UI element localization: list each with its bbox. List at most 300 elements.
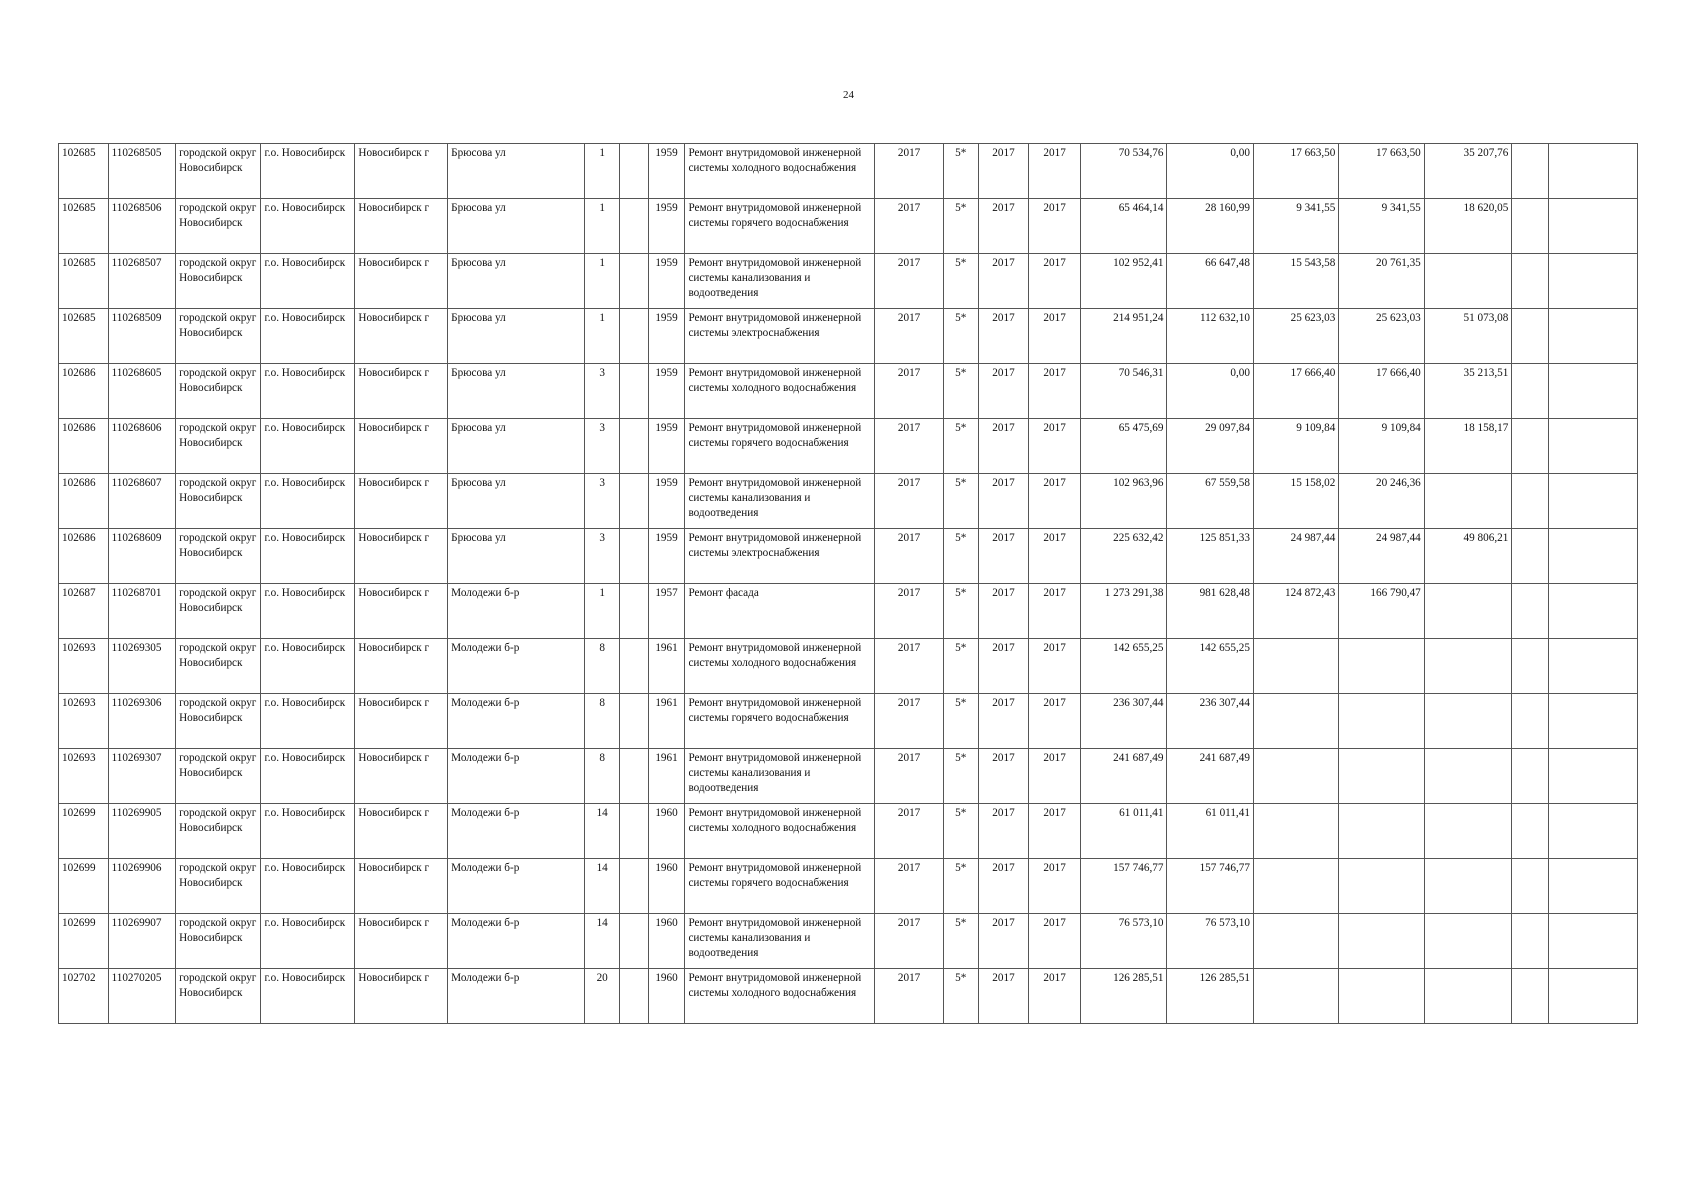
cell-extra-2: [1549, 914, 1638, 969]
table-row: [59, 309, 1638, 364]
cell-owners-amount: [1339, 914, 1424, 969]
cell-year-built: 1959: [648, 199, 685, 254]
cell-plan-year: 2017: [875, 804, 944, 859]
cell-work-type: Ремонт внутридомовой инженерной системы холодного водоснабжения: [685, 969, 875, 1024]
cell-fund-amount: 76 573,10: [1167, 914, 1253, 969]
cell-extra-2: [1549, 199, 1638, 254]
cell-street: Брюсова ул: [448, 419, 585, 474]
table-row: [59, 639, 1638, 694]
cell-municipality: городской округ Новосибирск: [176, 419, 261, 474]
cell-house-id: 102685: [59, 199, 109, 254]
cell-street: Молодежи б-р: [448, 584, 585, 639]
cell-fund-amount: 112 632,10: [1167, 309, 1253, 364]
cell-regional-amount: [1424, 474, 1512, 529]
cell-fund-amount: 67 559,58: [1167, 474, 1253, 529]
cell-municipal-amount: [1253, 859, 1338, 914]
cell-fund-amount: 28 160,99: [1167, 199, 1253, 254]
cell-year-built: 1961: [648, 749, 685, 804]
cell-plan-year: 2017: [875, 529, 944, 584]
cell-work-type: Ремонт внутридомовой инженерной системы холодного водоснабжения: [685, 364, 875, 419]
cell-street: Брюсова ул: [448, 199, 585, 254]
cell-owners-amount: [1339, 694, 1424, 749]
cell-house-id: 102686: [59, 364, 109, 419]
cell-priority: 5*: [943, 419, 978, 474]
cell-extra-2: [1549, 309, 1638, 364]
cell-settlement: Новосибирск г: [355, 584, 448, 639]
table-row: [59, 584, 1638, 639]
cell-extra-2: [1549, 364, 1638, 419]
cell-street: Молодежи б-р: [448, 639, 585, 694]
cell-work-type: Ремонт внутридомовой инженерной системы горячего водоснабжения: [685, 419, 875, 474]
cell-municipality: городской округ Новосибирск: [176, 914, 261, 969]
cell-settlement: Новосибирск г: [355, 254, 448, 309]
cell-work-id: 110269305: [108, 639, 176, 694]
cell-building: [620, 859, 648, 914]
cell-extra-2: [1549, 419, 1638, 474]
cell-start-year: 2017: [978, 199, 1029, 254]
cell-total-cost: 102 963,96: [1080, 474, 1166, 529]
cell-priority: 5*: [943, 804, 978, 859]
cell-priority: 5*: [943, 694, 978, 749]
cell-building: [620, 749, 648, 804]
cell-city-district: г.о. Новосибирск: [261, 639, 355, 694]
cell-total-cost: 76 573,10: [1080, 914, 1166, 969]
cell-total-cost: 214 951,24: [1080, 309, 1166, 364]
cell-extra-2: [1549, 969, 1638, 1024]
cell-start-year: 2017: [978, 364, 1029, 419]
cell-end-year: 2017: [1029, 804, 1081, 859]
cell-regional-amount: [1424, 254, 1512, 309]
table-row: [59, 914, 1638, 969]
cell-house-id: 102702: [59, 969, 109, 1024]
table-row: [59, 749, 1638, 804]
cell-extra-2: [1549, 254, 1638, 309]
cell-city-district: г.о. Новосибирск: [261, 749, 355, 804]
cell-house-number: 1: [585, 309, 620, 364]
cell-building: [620, 144, 648, 199]
cell-city-district: г.о. Новосибирск: [261, 529, 355, 584]
cell-house-number: 8: [585, 749, 620, 804]
cell-house-number: 8: [585, 639, 620, 694]
cell-work-type: Ремонт внутридомовой инженерной системы электроснабжения: [685, 529, 875, 584]
cell-house-number: 1: [585, 254, 620, 309]
cell-owners-amount: [1339, 749, 1424, 804]
cell-owners-amount: 20 761,35: [1339, 254, 1424, 309]
cell-municipal-amount: [1253, 639, 1338, 694]
cell-end-year: 2017: [1029, 694, 1081, 749]
cell-settlement: Новосибирск г: [355, 144, 448, 199]
cell-house-id: 102693: [59, 749, 109, 804]
cell-work-id: 110268505: [108, 144, 176, 199]
cell-total-cost: 61 011,41: [1080, 804, 1166, 859]
cell-house-id: 102685: [59, 144, 109, 199]
cell-regional-amount: [1424, 584, 1512, 639]
cell-end-year: 2017: [1029, 584, 1081, 639]
cell-regional-amount: [1424, 969, 1512, 1024]
cell-regional-amount: [1424, 749, 1512, 804]
cell-start-year: 2017: [978, 529, 1029, 584]
cell-city-district: г.о. Новосибирск: [261, 419, 355, 474]
cell-start-year: 2017: [978, 694, 1029, 749]
cell-house-number: 3: [585, 419, 620, 474]
cell-house-id: 102693: [59, 694, 109, 749]
cell-owners-amount: 20 246,36: [1339, 474, 1424, 529]
cell-plan-year: 2017: [875, 254, 944, 309]
cell-year-built: 1960: [648, 859, 685, 914]
cell-end-year: 2017: [1029, 529, 1081, 584]
table-row: [59, 969, 1638, 1024]
cell-regional-amount: 35 213,51: [1424, 364, 1512, 419]
cell-building: [620, 364, 648, 419]
cell-house-number: 14: [585, 914, 620, 969]
cell-start-year: 2017: [978, 254, 1029, 309]
cell-settlement: Новосибирск г: [355, 914, 448, 969]
cell-settlement: Новосибирск г: [355, 749, 448, 804]
cell-building: [620, 914, 648, 969]
cell-work-id: 110268609: [108, 529, 176, 584]
cell-extra-2: [1549, 474, 1638, 529]
cell-work-type: Ремонт фасада: [685, 584, 875, 639]
cell-extra-1: [1512, 144, 1549, 199]
cell-plan-year: 2017: [875, 859, 944, 914]
cell-settlement: Новосибирск г: [355, 199, 448, 254]
cell-work-id: 110269306: [108, 694, 176, 749]
cell-street: Брюсова ул: [448, 474, 585, 529]
cell-house-id: 102699: [59, 859, 109, 914]
cell-plan-year: 2017: [875, 144, 944, 199]
cell-year-built: 1961: [648, 639, 685, 694]
cell-street: Брюсова ул: [448, 364, 585, 419]
cell-street: Молодежи б-р: [448, 749, 585, 804]
cell-street: Брюсова ул: [448, 529, 585, 584]
cell-extra-1: [1512, 254, 1549, 309]
cell-year-built: 1959: [648, 309, 685, 364]
cell-extra-2: [1549, 584, 1638, 639]
cell-municipal-amount: 9 341,55: [1253, 199, 1338, 254]
cell-plan-year: 2017: [875, 749, 944, 804]
cell-owners-amount: 166 790,47: [1339, 584, 1424, 639]
cell-owners-amount: 17 663,50: [1339, 144, 1424, 199]
cell-owners-amount: 9 341,55: [1339, 199, 1424, 254]
cell-city-district: г.о. Новосибирск: [261, 584, 355, 639]
cell-year-built: 1957: [648, 584, 685, 639]
cell-extra-1: [1512, 969, 1549, 1024]
cell-work-id: 110268509: [108, 309, 176, 364]
cell-municipal-amount: [1253, 969, 1338, 1024]
cell-extra-1: [1512, 749, 1549, 804]
cell-municipality: городской округ Новосибирск: [176, 364, 261, 419]
cell-owners-amount: [1339, 859, 1424, 914]
cell-regional-amount: 49 806,21: [1424, 529, 1512, 584]
cell-settlement: Новосибирск г: [355, 969, 448, 1024]
cell-extra-2: [1549, 859, 1638, 914]
cell-work-id: 110269307: [108, 749, 176, 804]
cell-work-type: Ремонт внутридомовой инженерной системы электроснабжения: [685, 309, 875, 364]
cell-extra-2: [1549, 804, 1638, 859]
cell-year-built: 1959: [648, 419, 685, 474]
cell-municipal-amount: 124 872,43: [1253, 584, 1338, 639]
cell-owners-amount: [1339, 639, 1424, 694]
cell-building: [620, 254, 648, 309]
cell-extra-1: [1512, 364, 1549, 419]
cell-building: [620, 309, 648, 364]
cell-work-id: 110269906: [108, 859, 176, 914]
cell-municipality: городской округ Новосибирск: [176, 639, 261, 694]
cell-settlement: Новосибирск г: [355, 419, 448, 474]
cell-priority: 5*: [943, 309, 978, 364]
cell-year-built: 1960: [648, 804, 685, 859]
cell-regional-amount: [1424, 639, 1512, 694]
cell-priority: 5*: [943, 474, 978, 529]
cell-year-built: 1960: [648, 914, 685, 969]
cell-municipality: городской округ Новосибирск: [176, 584, 261, 639]
cell-extra-1: [1512, 309, 1549, 364]
cell-priority: 5*: [943, 254, 978, 309]
cell-work-id: 110269907: [108, 914, 176, 969]
cell-house-number: 3: [585, 529, 620, 584]
cell-plan-year: 2017: [875, 364, 944, 419]
cell-city-district: г.о. Новосибирск: [261, 309, 355, 364]
cell-settlement: Новосибирск г: [355, 474, 448, 529]
cell-municipality: городской округ Новосибирск: [176, 804, 261, 859]
cell-municipal-amount: [1253, 694, 1338, 749]
cell-house-id: 102687: [59, 584, 109, 639]
cell-year-built: 1959: [648, 254, 685, 309]
cell-municipality: городской округ Новосибирск: [176, 529, 261, 584]
cell-start-year: 2017: [978, 969, 1029, 1024]
cell-house-number: 3: [585, 364, 620, 419]
cell-house-number: 1: [585, 144, 620, 199]
cell-plan-year: 2017: [875, 309, 944, 364]
cell-work-id: 110268607: [108, 474, 176, 529]
cell-priority: 5*: [943, 364, 978, 419]
cell-total-cost: 241 687,49: [1080, 749, 1166, 804]
cell-plan-year: 2017: [875, 474, 944, 529]
cell-extra-1: [1512, 584, 1549, 639]
cell-extra-1: [1512, 419, 1549, 474]
cell-total-cost: 65 464,14: [1080, 199, 1166, 254]
cell-owners-amount: 25 623,03: [1339, 309, 1424, 364]
cell-extra-1: [1512, 529, 1549, 584]
cell-regional-amount: 35 207,76: [1424, 144, 1512, 199]
cell-settlement: Новосибирск г: [355, 529, 448, 584]
cell-end-year: 2017: [1029, 969, 1081, 1024]
cell-settlement: Новосибирск г: [355, 694, 448, 749]
cell-owners-amount: [1339, 804, 1424, 859]
cell-regional-amount: [1424, 694, 1512, 749]
cell-total-cost: 142 655,25: [1080, 639, 1166, 694]
cell-house-id: 102699: [59, 804, 109, 859]
cell-extra-2: [1549, 694, 1638, 749]
cell-municipality: городской округ Новосибирск: [176, 969, 261, 1024]
cell-priority: 5*: [943, 584, 978, 639]
cell-house-number: 1: [585, 199, 620, 254]
cell-total-cost: 70 546,31: [1080, 364, 1166, 419]
cell-house-id: 102685: [59, 254, 109, 309]
cell-municipal-amount: [1253, 749, 1338, 804]
cell-fund-amount: 0,00: [1167, 364, 1253, 419]
cell-work-id: 110268507: [108, 254, 176, 309]
cell-total-cost: 126 285,51: [1080, 969, 1166, 1024]
table-row: [59, 474, 1638, 529]
cell-house-id: 102686: [59, 474, 109, 529]
cell-work-type: Ремонт внутридомовой инженерной системы горячего водоснабжения: [685, 199, 875, 254]
cell-total-cost: 236 307,44: [1080, 694, 1166, 749]
cell-end-year: 2017: [1029, 199, 1081, 254]
cell-city-district: г.о. Новосибирск: [261, 859, 355, 914]
cell-priority: 5*: [943, 859, 978, 914]
table-row: [59, 254, 1638, 309]
cell-house-number: 14: [585, 859, 620, 914]
cell-house-number: 8: [585, 694, 620, 749]
cell-work-id: 110268701: [108, 584, 176, 639]
cell-building: [620, 804, 648, 859]
cell-settlement: Новосибирск г: [355, 804, 448, 859]
cell-fund-amount: 142 655,25: [1167, 639, 1253, 694]
cell-work-type: Ремонт внутридомовой инженерной системы холодного водоснабжения: [685, 804, 875, 859]
cell-house-id: 102693: [59, 639, 109, 694]
table-row: [59, 199, 1638, 254]
cell-regional-amount: [1424, 914, 1512, 969]
cell-start-year: 2017: [978, 639, 1029, 694]
cell-priority: 5*: [943, 914, 978, 969]
cell-priority: 5*: [943, 529, 978, 584]
cell-building: [620, 199, 648, 254]
cell-plan-year: 2017: [875, 584, 944, 639]
cell-start-year: 2017: [978, 474, 1029, 529]
cell-work-type: Ремонт внутридомовой инженерной системы канализования и водоотведения: [685, 474, 875, 529]
cell-end-year: 2017: [1029, 474, 1081, 529]
cell-fund-amount: 241 687,49: [1167, 749, 1253, 804]
cell-building: [620, 529, 648, 584]
page-number: 24: [843, 89, 854, 101]
cell-city-district: г.о. Новосибирск: [261, 364, 355, 419]
cell-end-year: 2017: [1029, 859, 1081, 914]
cell-fund-amount: 126 285,51: [1167, 969, 1253, 1024]
cell-extra-2: [1549, 749, 1638, 804]
cell-building: [620, 639, 648, 694]
cell-start-year: 2017: [978, 859, 1029, 914]
cell-regional-amount: 51 073,08: [1424, 309, 1512, 364]
table-row: [59, 364, 1638, 419]
cell-total-cost: 70 534,76: [1080, 144, 1166, 199]
cell-total-cost: 1 273 291,38: [1080, 584, 1166, 639]
cell-extra-1: [1512, 859, 1549, 914]
cell-city-district: г.о. Новосибирск: [261, 199, 355, 254]
cell-start-year: 2017: [978, 584, 1029, 639]
cell-building: [620, 474, 648, 529]
cell-street: Брюсова ул: [448, 309, 585, 364]
cell-year-built: 1961: [648, 694, 685, 749]
cell-priority: 5*: [943, 639, 978, 694]
cell-owners-amount: [1339, 969, 1424, 1024]
cell-street: Молодежи б-р: [448, 804, 585, 859]
table-row: [59, 144, 1638, 199]
cell-year-built: 1959: [648, 364, 685, 419]
cell-work-type: Ремонт внутридомовой инженерной системы канализования и водоотведения: [685, 914, 875, 969]
cell-house-id: 102686: [59, 419, 109, 474]
cell-work-type: Ремонт внутридомовой инженерной системы холодного водоснабжения: [685, 144, 875, 199]
cell-extra-2: [1549, 144, 1638, 199]
cell-end-year: 2017: [1029, 309, 1081, 364]
cell-building: [620, 419, 648, 474]
cell-start-year: 2017: [978, 309, 1029, 364]
cell-owners-amount: 24 987,44: [1339, 529, 1424, 584]
cell-city-district: г.о. Новосибирск: [261, 144, 355, 199]
cell-end-year: 2017: [1029, 254, 1081, 309]
cell-end-year: 2017: [1029, 419, 1081, 474]
cell-municipality: городской округ Новосибирск: [176, 144, 261, 199]
cell-regional-amount: 18 620,05: [1424, 199, 1512, 254]
cell-extra-1: [1512, 474, 1549, 529]
cell-building: [620, 584, 648, 639]
cell-fund-amount: 157 746,77: [1167, 859, 1253, 914]
cell-start-year: 2017: [978, 914, 1029, 969]
cell-work-type: Ремонт внутридомовой инженерной системы канализования и водоотведения: [685, 749, 875, 804]
cell-priority: 5*: [943, 144, 978, 199]
cell-municipality: городской округ Новосибирск: [176, 749, 261, 804]
cell-municipal-amount: 15 158,02: [1253, 474, 1338, 529]
cell-city-district: г.о. Новосибирск: [261, 914, 355, 969]
cell-extra-2: [1549, 529, 1638, 584]
cell-municipal-amount: [1253, 914, 1338, 969]
cell-work-id: 110268605: [108, 364, 176, 419]
cell-municipal-amount: 9 109,84: [1253, 419, 1338, 474]
cell-settlement: Новосибирск г: [355, 639, 448, 694]
cell-work-type: Ремонт внутридомовой инженерной системы горячего водоснабжения: [685, 859, 875, 914]
cell-end-year: 2017: [1029, 364, 1081, 419]
cell-extra-1: [1512, 639, 1549, 694]
cell-start-year: 2017: [978, 144, 1029, 199]
cell-municipality: городской округ Новосибирск: [176, 694, 261, 749]
cell-fund-amount: 61 011,41: [1167, 804, 1253, 859]
cell-plan-year: 2017: [875, 639, 944, 694]
cell-work-id: 110269905: [108, 804, 176, 859]
cell-city-district: г.о. Новосибирск: [261, 804, 355, 859]
cell-work-type: Ремонт внутридомовой инженерной системы канализования и водоотведения: [685, 254, 875, 309]
cell-house-number: 1: [585, 584, 620, 639]
cell-fund-amount: 66 647,48: [1167, 254, 1253, 309]
cell-work-id: 110268606: [108, 419, 176, 474]
table-row: [59, 694, 1638, 749]
cell-year-built: 1959: [648, 144, 685, 199]
cell-priority: 5*: [943, 199, 978, 254]
cell-city-district: г.о. Новосибирск: [261, 474, 355, 529]
cell-extra-1: [1512, 804, 1549, 859]
cell-regional-amount: 18 158,17: [1424, 419, 1512, 474]
cell-total-cost: 65 475,69: [1080, 419, 1166, 474]
cell-street: Молодежи б-р: [448, 859, 585, 914]
cell-municipal-amount: [1253, 804, 1338, 859]
cell-fund-amount: 125 851,33: [1167, 529, 1253, 584]
cell-house-number: 3: [585, 474, 620, 529]
cell-street: Брюсова ул: [448, 144, 585, 199]
cell-work-type: Ремонт внутридомовой инженерной системы холодного водоснабжения: [685, 639, 875, 694]
cell-building: [620, 694, 648, 749]
cell-year-built: 1959: [648, 474, 685, 529]
cell-end-year: 2017: [1029, 144, 1081, 199]
cell-plan-year: 2017: [875, 694, 944, 749]
cell-extra-1: [1512, 694, 1549, 749]
cell-street: Молодежи б-р: [448, 969, 585, 1024]
cell-extra-2: [1549, 639, 1638, 694]
cell-settlement: Новосибирск г: [355, 309, 448, 364]
cell-plan-year: 2017: [875, 419, 944, 474]
cell-municipality: городской округ Новосибирск: [176, 859, 261, 914]
cell-house-id: 102699: [59, 914, 109, 969]
cell-regional-amount: [1424, 804, 1512, 859]
cell-start-year: 2017: [978, 749, 1029, 804]
